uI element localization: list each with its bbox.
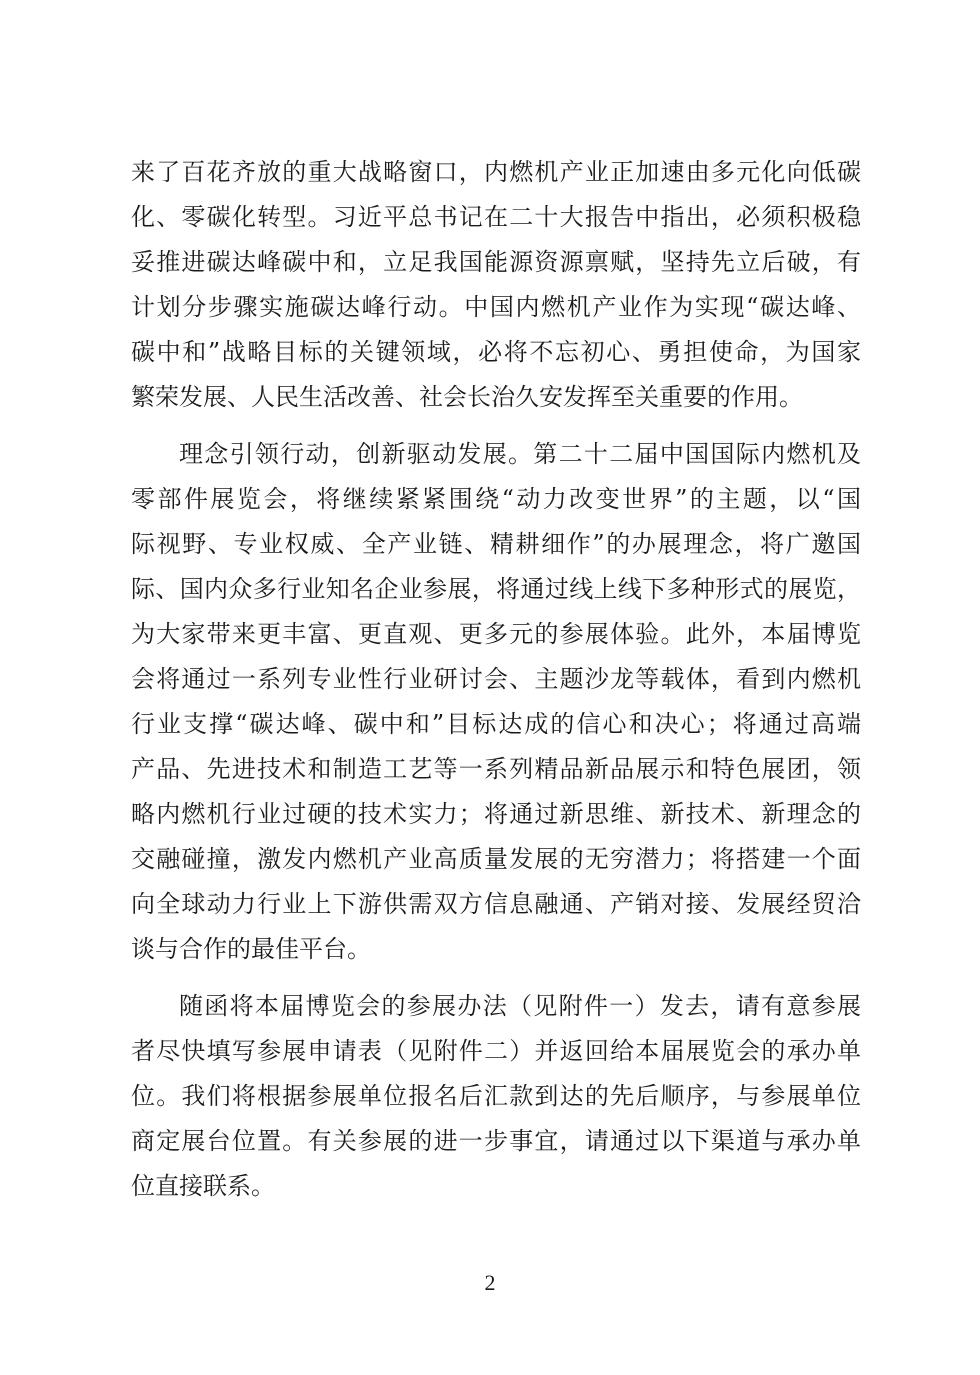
document-body xyxy=(131,150,861,1209)
text-line: 谈与合作的最佳平台。 xyxy=(131,935,371,963)
text-line: 零部件展览会，将继续紧紧围绕“动力改变世界”的主题，以“国 xyxy=(131,485,861,513)
text-line: 来了百花齐放的重大战略窗口，内燃机产业正加速由多元化向低碳 xyxy=(131,158,861,186)
page-number: 2 xyxy=(484,1270,496,1295)
text-line: 计划分步骤实施碳达峰行动。中国内燃机产业作为实现“碳达峰、 xyxy=(131,293,861,321)
text-line: 繁荣发展、人民生活改善、社会长治久安发挥至关重要的作用。 xyxy=(131,383,803,411)
text-line: 交融碰撞，激发内燃机产业高质量发展的无穷潜力；将搭建一个面 xyxy=(131,845,861,873)
text-line: 理念引领行动，创新驱动发展。第二十二届中国国际内燃机及 xyxy=(179,440,861,468)
text-line: 略内燃机行业过硬的技术实力；将通过新思维、新技术、新理念的 xyxy=(131,800,861,828)
text-line: 碳中和”战略目标的关键领域，必将不忘初心、勇担使命，为国家 xyxy=(131,338,861,366)
text-line: 为大家带来更丰富、更直观、更多元的参展体验。此外，本届博览 xyxy=(131,620,861,648)
text-line: 妥推进碳达峰碳中和，立足我国能源资源禀赋，坚持先立后破，有 xyxy=(131,248,861,276)
text-line: 际视野、专业权威、全产业链、精耕细作”的办展理念，将广邀国 xyxy=(131,530,861,558)
text-line: 化、零碳化转型。习近平总书记在二十大报告中指出，必须积极稳 xyxy=(131,203,861,231)
text-line: 随函将本届博览会的参展办法（见附件一）发去，请有意参展 xyxy=(179,992,861,1020)
text-line: 行业支撑“碳达峰、碳中和”目标达成的信心和决心；将通过高端 xyxy=(131,710,861,738)
paragraph-registration xyxy=(131,984,861,1209)
text-line: 商定展台位置。有关参展的进一步事宜，请通过以下渠道与承办单 xyxy=(131,1127,861,1155)
text-line: 会将通过一系列专业性行业研讨会、主题沙龙等载体，看到内燃机 xyxy=(131,665,861,693)
text-line: 位直接联系。 xyxy=(131,1172,275,1200)
paragraph-carbon-transition xyxy=(131,150,861,420)
paragraph-exhibition-concept xyxy=(131,432,861,972)
text-line: 位。我们将根据参展单位报名后汇款到达的先后顺序，与参展单位 xyxy=(131,1082,861,1110)
text-line: 际、国内众多行业知名企业参展，将通过线上线下多种形式的展览， xyxy=(131,575,861,603)
text-line: 产品、先进技术和制造工艺等一系列精品新品展示和特色展团，领 xyxy=(131,755,861,783)
text-line: 向全球动力行业上下游供需双方信息融通、产销对接、发展经贸洽 xyxy=(131,890,861,918)
text-line: 者尽快填写参展申请表（见附件二）并返回给本届展览会的承办单 xyxy=(131,1037,861,1065)
